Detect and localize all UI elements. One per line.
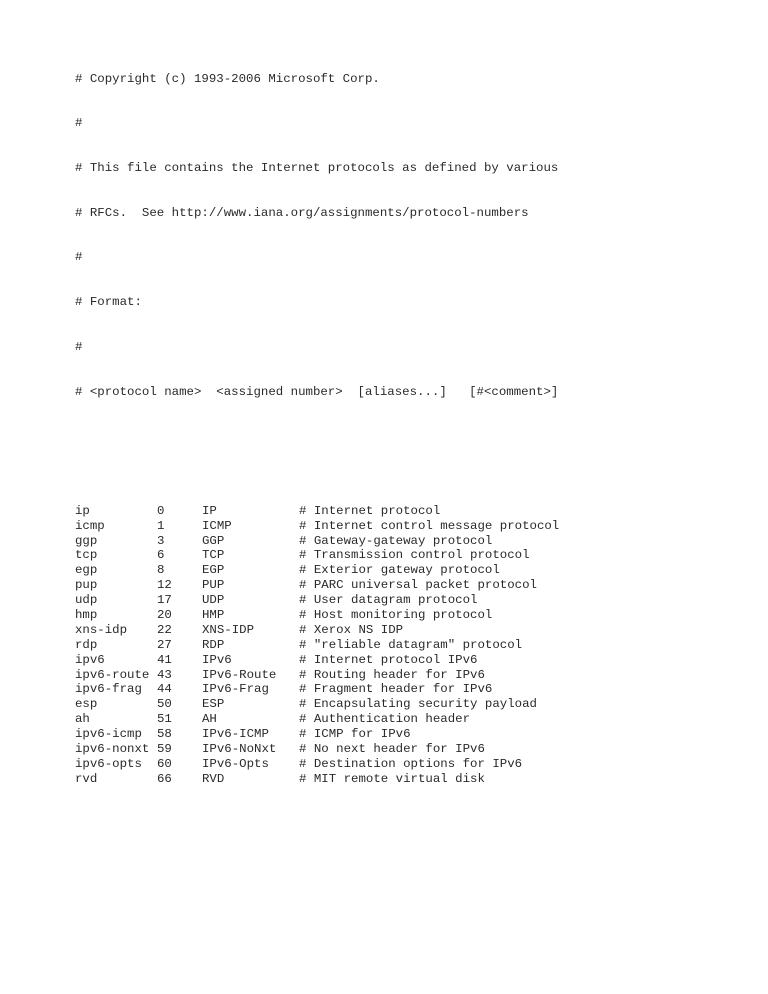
protocol-comment: # Authentication header — [299, 712, 471, 727]
protocol-comment: # User datagram protocol — [299, 593, 478, 608]
protocol-row — [75, 653, 558, 668]
assigned-number: 27 — [157, 637, 172, 652]
assigned-number: 59 — [157, 742, 172, 757]
assigned-number: 3 — [157, 533, 165, 548]
protocol-name: hmp — [75, 608, 98, 622]
protocol-name: ipv6-frag — [75, 682, 142, 697]
protocol-name: esp — [75, 697, 98, 712]
protocol-comment: # Internet protocol IPv6 — [299, 652, 478, 667]
protocol-row — [75, 772, 558, 787]
protocol-comment: # Xerox NS IDP — [299, 622, 404, 637]
protocol-name: ip — [75, 503, 90, 518]
protocol-name: udp — [75, 593, 98, 608]
protocol-row — [75, 623, 558, 638]
protocol-alias: IPv6-Route — [202, 667, 277, 682]
protocol-name: ipv6-route — [75, 667, 150, 682]
assigned-number: 43 — [157, 667, 172, 682]
protocol-alias: AH — [202, 712, 217, 727]
assigned-number: 66 — [157, 771, 172, 786]
protocol-alias: RVD — [202, 771, 225, 786]
protocol-comment: # Host monitoring protocol — [299, 608, 493, 622]
protocol-alias: XNS-IDP — [202, 622, 255, 637]
protocol-name: icmp — [75, 518, 105, 533]
protocol-row — [75, 727, 558, 742]
assigned-number: 51 — [157, 712, 172, 727]
protocol-alias: RDP — [202, 637, 225, 652]
assigned-number: 1 — [157, 518, 165, 533]
assigned-number: 0 — [157, 503, 165, 518]
protocol-alias: PUP — [202, 578, 225, 593]
protocol-row — [75, 638, 558, 653]
assigned-number: 6 — [157, 548, 165, 563]
protocol-alias: UDP — [202, 593, 225, 608]
protocol-row — [75, 519, 558, 534]
protocol-row — [75, 578, 558, 593]
protocol-alias: ICMP — [202, 518, 232, 533]
protocol-name: pup — [75, 578, 98, 593]
file-header-comments — [75, 42, 558, 429]
protocol-name: ipv6-opts — [75, 756, 142, 771]
assigned-number: 12 — [157, 578, 172, 593]
protocol-row — [75, 682, 558, 697]
protocol-comment: # ICMP for IPv6 — [299, 727, 411, 742]
protocol-comment: # Transmission control protocol — [299, 548, 530, 563]
protocol-row — [75, 712, 558, 727]
assigned-number: 17 — [157, 593, 172, 608]
assigned-number: 58 — [157, 727, 172, 742]
protocol-comment: # PARC universal packet protocol — [299, 578, 537, 593]
protocol-comment: # Gateway-gateway protocol — [299, 533, 493, 548]
protocol-comment: # "reliable datagram" protocol — [299, 637, 523, 652]
protocol-name: ah — [75, 712, 90, 727]
protocol-comment: # No next header for IPv6 — [299, 742, 485, 757]
protocol-alias: IP — [202, 503, 217, 518]
protocol-row — [75, 697, 558, 712]
protocol-alias: ESP — [202, 697, 225, 712]
protocol-comment: # Exterior gateway protocol — [299, 563, 500, 578]
protocol-row — [75, 757, 558, 772]
protocol-alias: IPv6-ICMP — [202, 727, 269, 742]
protocol-comment: # Routing header for IPv6 — [299, 667, 485, 682]
format-heading-line: # Format: — [75, 295, 142, 310]
assigned-number: 20 — [157, 608, 172, 622]
protocol-name: rvd — [75, 771, 98, 786]
protocol-row — [75, 504, 558, 519]
assigned-number: 41 — [157, 652, 172, 667]
comment-line: # — [75, 339, 83, 354]
protocol-alias: IPv6-NoNxt — [202, 742, 277, 757]
assigned-number: 50 — [157, 697, 172, 712]
format-spec-line: # <protocol name> <assigned number> [aliases...] [#<comment>] — [75, 384, 559, 399]
protocol-alias: EGP — [202, 563, 225, 578]
protocol-comment: # Fragment header for IPv6 — [299, 682, 493, 697]
protocol-row — [75, 534, 558, 549]
protocol-row — [75, 608, 558, 623]
protocol-comment: # Encapsulating security payload — [299, 697, 537, 712]
protocol-row — [75, 563, 558, 578]
protocol-comment: # MIT remote virtual disk — [299, 771, 485, 786]
protocol-alias: IPv6 — [202, 652, 232, 667]
protocol-row — [75, 548, 558, 563]
protocol-file-text — [75, 12, 558, 802]
protocol-name: ipv6 — [75, 652, 105, 667]
protocol-alias: TCP — [202, 548, 225, 563]
protocol-alias: IPv6-Opts — [202, 756, 269, 771]
protocol-row — [75, 593, 558, 608]
comment-line: # — [75, 116, 83, 131]
blank-line — [75, 459, 558, 474]
protocol-alias: HMP — [202, 608, 225, 622]
protocol-name: egp — [75, 563, 98, 578]
protocol-name: ggp — [75, 533, 98, 548]
comment-line: # — [75, 250, 83, 265]
protocol-table — [75, 504, 558, 787]
rfc-reference-line: # RFCs. See http://www.iana.org/assignments/protocol-numbers — [75, 205, 529, 220]
protocol-name: tcp — [75, 548, 98, 563]
protocol-row — [75, 668, 558, 683]
assigned-number: 8 — [157, 563, 165, 578]
copyright-line: # Copyright (c) 1993-2006 Microsoft Corp. — [75, 71, 380, 86]
protocol-alias: GGP — [202, 533, 225, 548]
protocol-name: ipv6-nonxt — [75, 742, 150, 757]
protocol-name: rdp — [75, 637, 98, 652]
protocol-name: xns-idp — [75, 622, 128, 637]
protocol-name: ipv6-icmp — [75, 727, 142, 742]
assigned-number: 22 — [157, 622, 172, 637]
assigned-number: 44 — [157, 682, 172, 697]
description-line: # This file contains the Internet protocols as defined by various — [75, 161, 559, 176]
assigned-number: 60 — [157, 756, 172, 771]
protocol-comment: # Internet control message protocol — [299, 518, 560, 533]
protocol-comment: # Destination options for IPv6 — [299, 756, 523, 771]
protocol-comment: # Internet protocol — [299, 503, 441, 518]
protocol-row — [75, 742, 558, 757]
protocol-alias: IPv6-Frag — [202, 682, 269, 697]
